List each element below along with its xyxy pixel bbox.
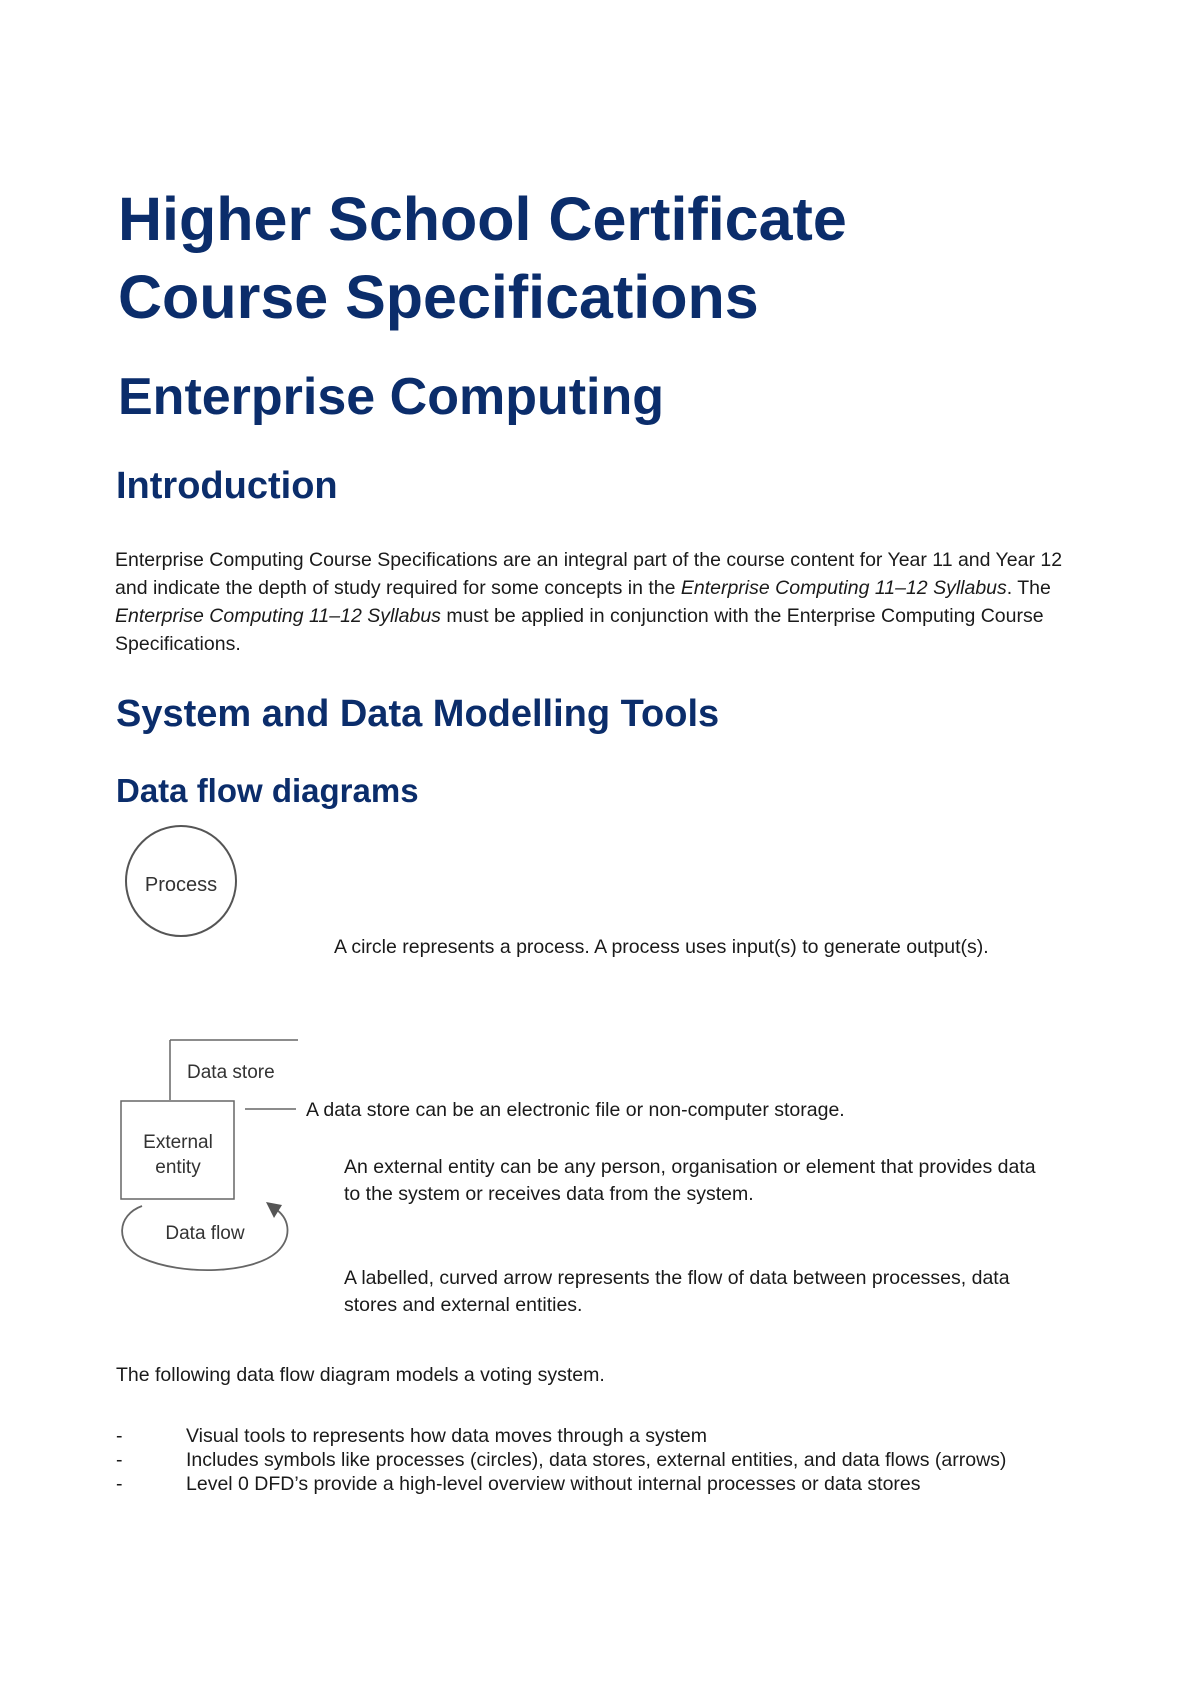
bullet-marker: -	[116, 1473, 123, 1495]
bullet-text: Level 0 DFD’s provide a high-level overview without internal processes or data stores	[186, 1473, 921, 1495]
process-label: Process	[144, 874, 218, 896]
subject-heading: Enterprise Computing	[118, 368, 665, 426]
external-entity-description	[344, 1154, 1036, 1208]
section-heading: System and Data Modelling Tools	[116, 693, 720, 735]
bullet-text: Includes symbols like processes (circles), data stores, external entities, and data flows (arrows)	[186, 1449, 1007, 1471]
intro-text-part-1: Enterprise Computing Course Specifications are an integral part of the course content for Year 11 and Year 12 and indicate the depth of study required for some concepts in the	[115, 549, 1063, 599]
data-store-label: Data store	[187, 1062, 275, 1083]
data-flow-description-line-2: stores and external entities.	[344, 1294, 583, 1316]
intro-text-part-3: must be applied in conjunction with the Enterprise Computing Course Specifications.	[115, 605, 1044, 655]
bullet-text: Visual tools to represents how data moves through a system	[186, 1425, 707, 1447]
dfd-bullet-list	[116, 1424, 1006, 1496]
data-flow-description-line-1: A labelled, curved arrow represents the flow of data between processes, data	[344, 1267, 1010, 1289]
data-flow-description	[344, 1265, 1010, 1319]
title-line-2: Course Specifications	[118, 263, 759, 331]
syllabus-title-2: Enterprise Computing 11–12 Syllabus	[115, 605, 441, 627]
external-entity-description-line-2: to the system or receives data from the system.	[344, 1183, 754, 1205]
document-title	[118, 180, 847, 336]
external-entity-symbol	[121, 1101, 234, 1199]
process-symbol	[118, 818, 244, 944]
external-entity-label-line-1: External	[143, 1132, 213, 1153]
data-flow-symbol	[122, 1202, 287, 1270]
process-description: A circle represents a process. A process uses input(s) to generate output(s).	[334, 936, 989, 958]
dfd-heading: Data flow diagrams	[116, 772, 419, 809]
intro-text-part-2: . The	[1006, 577, 1051, 599]
list-item	[116, 1448, 1006, 1472]
introduction-heading: Introduction	[116, 465, 338, 507]
external-entity-description-line-1: An external entity can be any person, organisation or element that provides data	[344, 1156, 1036, 1178]
syllabus-title-1: Enterprise Computing 11–12 Syllabus	[680, 577, 1007, 599]
voting-system-intro: The following data flow diagram models a voting system.	[116, 1364, 605, 1386]
data-flow-arrowhead	[266, 1202, 282, 1218]
external-entity-label-line-2: entity	[155, 1157, 201, 1178]
list-item	[116, 1472, 1006, 1496]
data-store-symbol	[170, 1040, 298, 1100]
bullet-marker: -	[116, 1425, 123, 1447]
dfd-symbols-legend	[112, 1030, 312, 1280]
title-line-1: Higher School Certificate	[118, 185, 847, 253]
introduction-paragraph	[115, 546, 1095, 658]
data-store-description: A data store can be an electronic file or non-computer storage.	[306, 1099, 845, 1121]
list-item	[116, 1424, 1006, 1448]
bullet-marker: -	[116, 1449, 123, 1471]
data-flow-label: Data flow	[165, 1223, 245, 1244]
